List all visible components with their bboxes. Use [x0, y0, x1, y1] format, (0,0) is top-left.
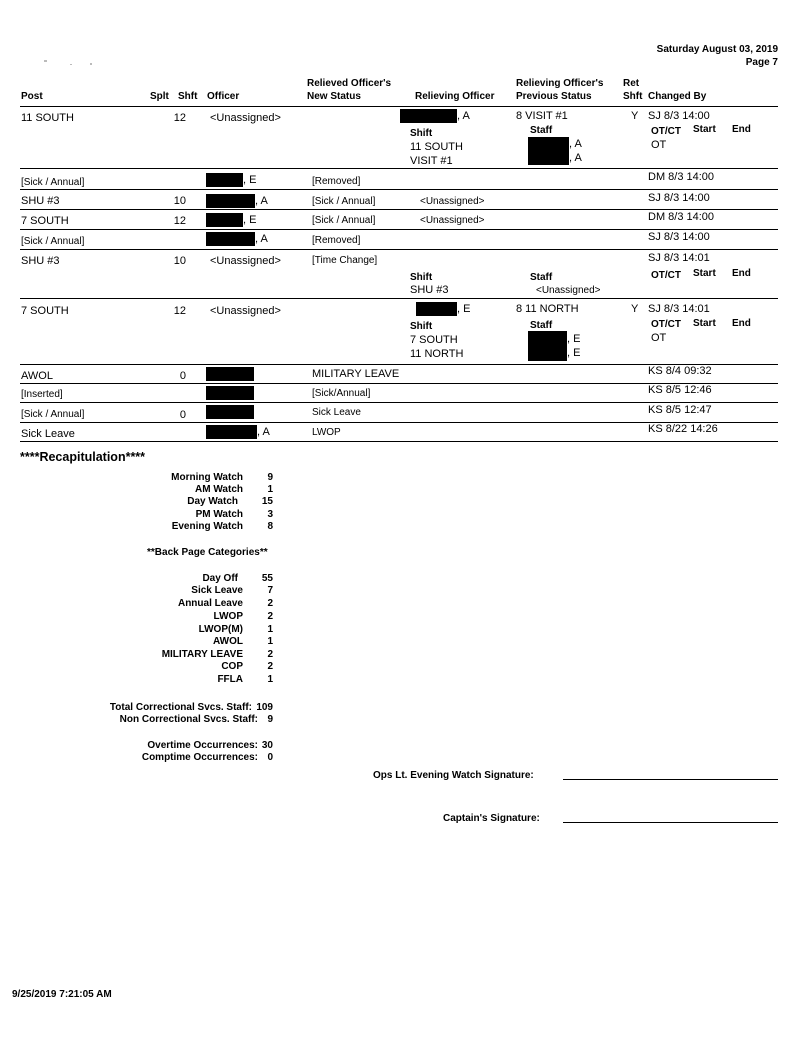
row-post: Sick Leave [21, 428, 75, 440]
row-shift: 0 [179, 370, 186, 382]
sub-staff-1: , A [569, 138, 582, 150]
row-officer: , E [243, 214, 257, 226]
sub-staff-1: <Unassigned> [536, 285, 601, 296]
row-officer: , A [255, 233, 268, 245]
row-changed-by: SJ 8/3 14:00 [648, 110, 710, 122]
sub-staff-1: , E [567, 333, 581, 345]
redaction-block [206, 213, 243, 227]
sub-ot: OT [651, 139, 667, 151]
recap-value: 15 [261, 496, 273, 507]
row-divider [20, 298, 778, 299]
sub-shift-label: Shift [410, 321, 433, 332]
redaction-block [416, 302, 457, 316]
row-officer: , E [243, 174, 257, 186]
row-relieving: , E [457, 303, 471, 315]
redaction-block [400, 109, 457, 123]
row-officer: , A [257, 426, 270, 438]
scan-speck [44, 60, 47, 62]
row-relieving: <Unassigned> [420, 215, 485, 226]
row-post: AWOL [21, 370, 53, 382]
row-status: MILITARY LEAVE [312, 368, 400, 380]
row-shift: 0 [179, 409, 186, 421]
col-ret-1: Ret [623, 78, 640, 89]
sub-ot: OT [651, 332, 667, 344]
col-prev-1: Relieving Officer's [516, 78, 604, 89]
recap-label: Evening Watch [171, 521, 243, 532]
recap-label: Morning Watch [171, 472, 243, 483]
page-number: Page 7 [745, 57, 778, 68]
sub-end: End [732, 318, 751, 329]
recap-label: FFLA [217, 674, 243, 685]
scan-speck [70, 64, 72, 65]
row-status: [Removed] [312, 176, 361, 187]
recap-label: Non Correctional Svcs. Staff: [119, 714, 258, 725]
row-post: 11 SOUTH [21, 112, 74, 124]
recap-value: 9 [267, 714, 273, 725]
row-officer: <Unassigned> [210, 112, 281, 124]
row-officer: <Unassigned> [210, 255, 281, 267]
recap-value: 1 [267, 636, 273, 647]
recap-label: Day Watch [187, 496, 238, 507]
row-changed-by: DM 8/3 14:00 [648, 171, 715, 183]
row-shift: 12 [173, 215, 186, 227]
sub-shift-label: Shift [410, 128, 433, 139]
row-officer: , A [255, 195, 268, 207]
sub-end: End [732, 268, 751, 279]
sub-shift-2: 11 NORTH [410, 348, 464, 360]
row-changed-by: KS 8/5 12:47 [648, 404, 712, 416]
sub-shift-1: 11 SOUTH [410, 141, 463, 153]
recap-label: AM Watch [195, 484, 243, 495]
col-relieved-1: Relieved Officer's [307, 78, 392, 89]
row-status: Sick Leave [312, 407, 361, 418]
row-divider [20, 209, 778, 210]
row-divider [20, 402, 778, 403]
row-ret: Y [631, 303, 639, 315]
row-changed-by: KS 8/22 14:26 [648, 423, 718, 435]
row-ret: Y [631, 110, 639, 122]
sub-staff-2: , A [569, 152, 582, 164]
back-page-title: **Back Page Categories** [147, 547, 268, 558]
col-ret-2: Shft [623, 91, 643, 102]
header-divider [20, 106, 778, 107]
row-divider [20, 249, 778, 250]
print-timestamp: 9/25/2019 7:21:05 AM [4, 989, 112, 1000]
recap-value: 2 [267, 598, 273, 609]
sub-ot-head: OT/CT [651, 126, 681, 137]
recap-label: Overtime Occurrences: [147, 740, 258, 751]
col-officer: Officer [207, 91, 240, 102]
scan-speck [90, 63, 92, 65]
redaction-block [206, 405, 254, 419]
row-status: [Removed] [312, 235, 361, 246]
row-officer: <Unassigned> [210, 305, 281, 317]
ops-signature-line[interactable] [563, 779, 778, 780]
sub-staff-label: Staff [530, 320, 553, 331]
col-prev-2: Previous Status [516, 91, 592, 102]
sub-shift-2: VISIT #1 [410, 155, 453, 167]
row-status: [Sick / Annual] [312, 196, 376, 207]
recap-title: ****Recapitulation**** [20, 450, 146, 464]
sub-staff-label: Staff [530, 125, 553, 136]
captain-signature-label: Captain's Signature: [443, 813, 540, 824]
ops-signature-label: Ops Lt. Evening Watch Signature: [373, 770, 534, 781]
recap-label: Total Correctional Svcs. Staff: [109, 702, 252, 713]
recap-label: Annual Leave [177, 598, 243, 609]
row-shift: 10 [173, 255, 186, 267]
redaction-block [206, 173, 243, 187]
sub-shift-label: Shift [410, 272, 433, 283]
recap-value: 1 [267, 624, 273, 635]
row-changed-by: SJ 8/3 14:00 [648, 231, 710, 243]
recap-label: Comptime Occurrences: [141, 752, 258, 763]
sub-start: Start [693, 268, 716, 279]
sub-staff-label: Staff [530, 272, 553, 283]
recap-value: 55 [261, 573, 273, 584]
redaction-block [528, 137, 569, 165]
row-relieving: <Unassigned> [420, 196, 485, 207]
recap-value: 1 [267, 674, 273, 685]
recap-value: 2 [267, 661, 273, 672]
row-divider [20, 168, 778, 169]
row-post: 7 SOUTH [21, 215, 69, 227]
recap-value: 30 [261, 740, 273, 751]
captain-signature-line[interactable] [563, 822, 778, 823]
recap-value: 3 [267, 509, 273, 520]
recap-label: LWOP [213, 611, 243, 622]
sub-shift-1: 7 SOUTH [410, 334, 458, 346]
col-relieved-2: New Status [307, 91, 361, 102]
row-changed-by: KS 8/5 12:46 [648, 384, 712, 396]
row-changed-by: KS 8/4 09:32 [648, 365, 712, 377]
recap-value: 109 [256, 702, 273, 713]
col-changed-by: Changed By [648, 91, 707, 102]
sub-end: End [732, 124, 751, 135]
recap-label: PM Watch [195, 509, 243, 520]
row-relieving: , A [457, 110, 470, 122]
col-shift: Shft [178, 91, 198, 102]
recap-value: 1 [267, 484, 273, 495]
redaction-block [206, 425, 257, 439]
row-changed-by: DM 8/3 14:00 [648, 211, 715, 223]
recap-label: Day Off [202, 573, 238, 584]
row-shift: 12 [173, 305, 186, 317]
row-post: SHU #3 [21, 195, 60, 207]
row-post: SHU #3 [21, 255, 60, 267]
row-status: LWOP [312, 427, 341, 438]
row-status: [Time Change] [312, 255, 378, 266]
redaction-block [528, 331, 567, 361]
row-post: [Sick / Annual] [21, 177, 85, 188]
recap-value: 2 [267, 611, 273, 622]
row-divider [20, 229, 778, 230]
col-relieving: Relieving Officer [415, 91, 495, 102]
col-post: Post [21, 91, 43, 102]
recap-value: 0 [267, 752, 273, 763]
row-changed-by: SJ 8/3 14:00 [648, 192, 710, 204]
redaction-block [206, 386, 254, 400]
redaction-block [206, 194, 255, 208]
row-divider [20, 441, 778, 442]
row-status: [Sick/Annual] [312, 388, 371, 399]
sub-start: Start [693, 318, 716, 329]
col-split: Splt [150, 91, 169, 102]
row-post: 7 SOUTH [21, 305, 69, 317]
recap-value: 9 [267, 472, 273, 483]
recap-label: Sick Leave [191, 585, 243, 596]
row-post: [Sick / Annual] [21, 409, 85, 420]
row-shift: 10 [173, 195, 186, 207]
row-prev-status: 8 11 NORTH [516, 303, 579, 315]
recap-value: 8 [267, 521, 273, 532]
sub-start: Start [693, 124, 716, 135]
recap-label: MILITARY LEAVE [161, 649, 243, 660]
row-post: [Inserted] [21, 389, 63, 400]
redaction-block [206, 232, 255, 246]
row-changed-by: SJ 8/3 14:01 [648, 303, 710, 315]
recap-value: 2 [267, 649, 273, 660]
sub-ot-head: OT/CT [651, 270, 681, 281]
recap-value: 7 [267, 585, 273, 596]
recap-label: AWOL [213, 636, 243, 647]
sub-ot-head: OT/CT [651, 319, 681, 330]
recap-label: LWOP(M) [198, 624, 243, 635]
row-post: [Sick / Annual] [21, 236, 85, 247]
recap-label: COP [221, 661, 243, 672]
row-shift: 12 [173, 112, 186, 124]
sub-staff-2: , E [567, 347, 581, 359]
row-prev-status: 8 VISIT #1 [516, 110, 568, 122]
sub-shift-1: SHU #3 [410, 284, 449, 296]
row-divider [20, 189, 778, 190]
redaction-block [206, 367, 254, 381]
row-status: [Sick / Annual] [312, 215, 376, 226]
report-date: Saturday August 03, 2019 [656, 44, 778, 55]
row-changed-by: SJ 8/3 14:01 [648, 252, 710, 264]
